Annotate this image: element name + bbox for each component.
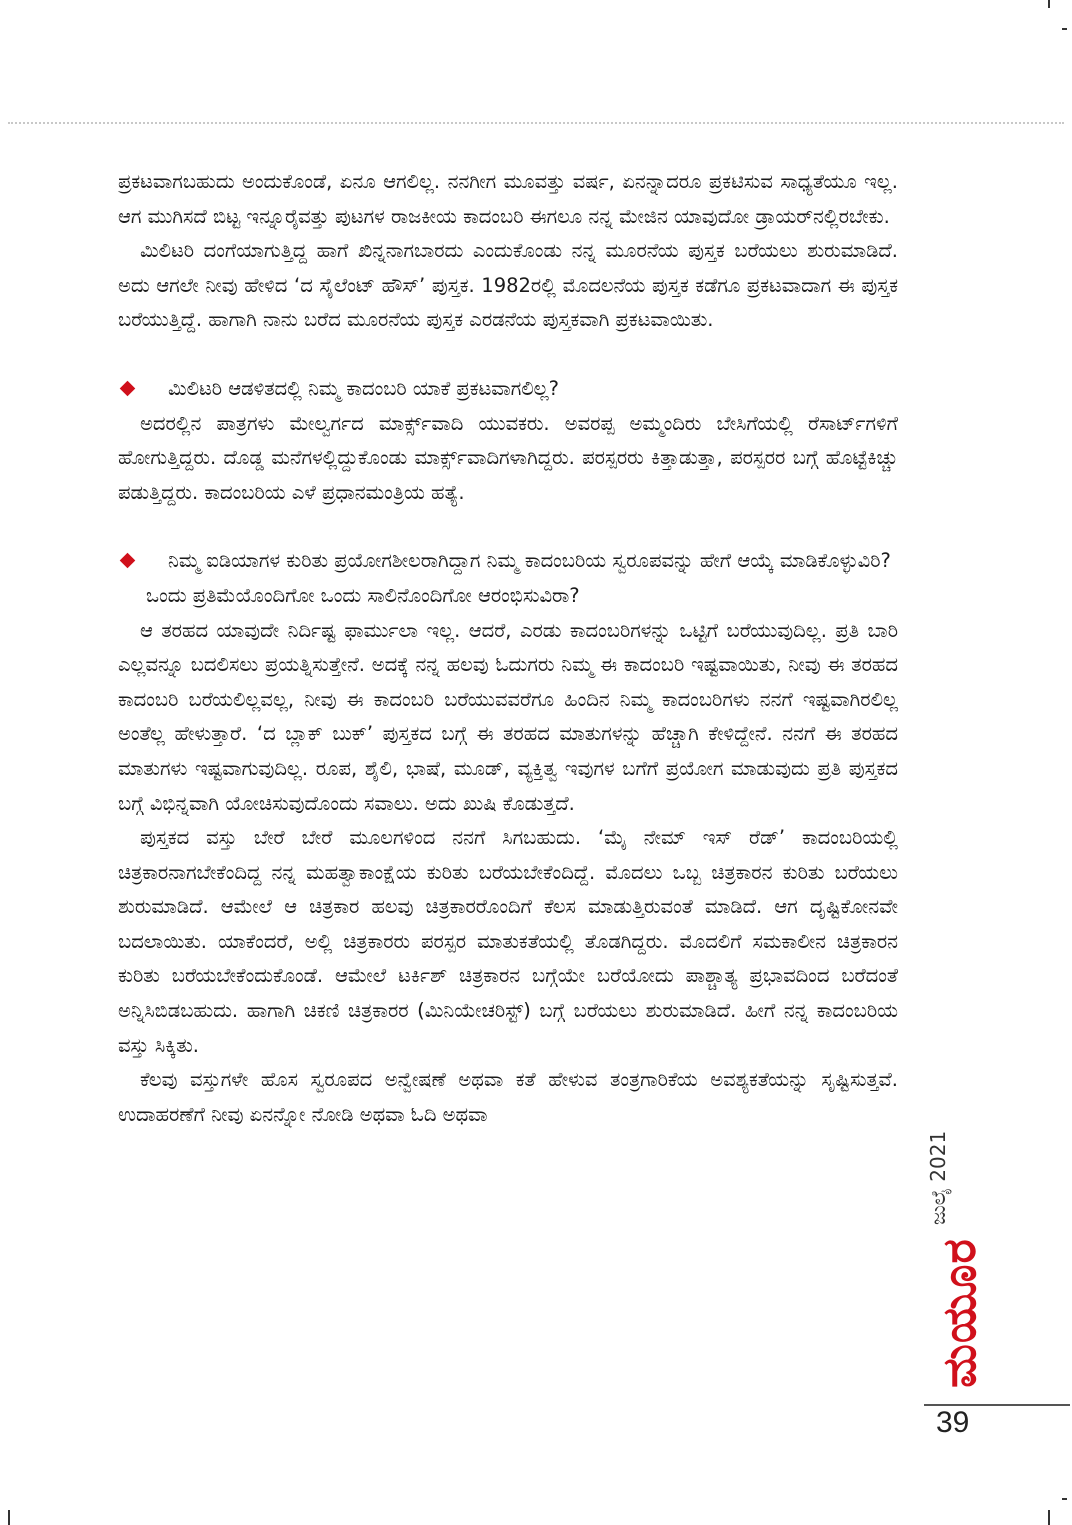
magazine-name: ಮಯೂರ — [932, 1238, 987, 1388]
page-number: 39 — [936, 1406, 970, 1439]
issue-date: ಜುಲೈ 2021 — [926, 1130, 950, 1225]
answer-paragraph: ಅದರಲ್ಲಿನ ಪಾತ್ರಗಳು ಮೇಲ್ವರ್ಗದ ಮಾರ್ಕ್ಸ್‌ವಾದಿ ಯುವಕರು. ಅವರಪ್ಪ ಅಮ್ಮಂದಿರು ಬೇಸಿಗೆಯಲ್ಲಿ ರೆಸಾರ್ಟ್‌ಗಳಿಗೆ ಹೋಗುತ್ತಿದ್ದರು. ದೊಡ್ಡ ಮನೆಗಳಲ್ಲಿದ್ದುಕೊಂಡು ಮಾರ್ಕ್ಸ್‌ವಾದಿಗಳಾಗಿದ್ದರು. ಪರಸ್ಪರರು ಕಿತ್ತಾಡುತ್ತಾ, ಪರಸ್ಪರರ ಬಗ್ಗೆ ಹೊಟ್ಟೆಕಿಚ್ಚು ಪಡುತ್ತಿದ್ದರು. ಕಾದಂಬರಿಯ ಎಳೆ ಪ್ರಧಾನಮಂತ್ರಿಯ ಹತ್ಯೆ. — [118, 411, 898, 504]
question-text: ಮಿಲಿಟರಿ ಆಡಳಿತದಲ್ಲಿ ನಿಮ್ಮ ಕಾದಂಬರಿ ಯಾಕೆ ಪ್ರಕಟವಾಗಲಿಲ್ಲ? — [168, 376, 559, 400]
answer-paragraph: ಆ ತರಹದ ಯಾವುದೇ ನಿರ್ದಿಷ್ಟ ಫಾರ್ಮುಲಾ ಇಲ್ಲ. ಆದರೆ, ಎರಡು ಕಾದಂಬರಿಗಳನ್ನು ಒಟ್ಟಿಗೆ ಬರೆಯುವುದಿಲ್ಲ. ಪ್ರತಿ ಬಾರಿ ಎಲ್ಲವನ್ನೂ ಬದಲಿಸಲು ಪ್ರಯತ್ನಿಸುತ್ತೇನೆ. ಅದಕ್ಕೆ ನನ್ನ ಹಲವು ಓದುಗರು ನಿಮ್ಮ ಈ ಕಾದಂಬರಿ ಇಷ್ಟವಾಯಿತು, ನೀವು ಈ ತರಹದ ಕಾದಂಬರಿ ಬರೆಯಲಿಲ್ಲವಲ್ಲ, ನೀವು ಈ ಕಾದಂಬರಿ ಬರೆಯುವವರೆಗೂ ಹಿಂದಿನ ನಿಮ್ಮ ಕಾದಂಬರಿಗಳು ನನಗೆ ಇಷ್ಟವಾಗಿರಲಿಲ್ಲ ಅಂತೆಲ್ಲ ಹೇಳುತ್ತಾರೆ. ‘ದ ಬ್ಲಾಕ್ ಬುಕ್’ ಪುಸ್ತಕದ ಬಗ್ಗೆ ಈ ತರಹದ ಮಾತುಗಳನ್ನು ಹೆಚ್ಚಾಗಿ ಕೇಳಿದ್ದೇನೆ. ನನಗೆ ಈ ತರಹದ ಮಾತುಗಳು ಇಷ್ಟವಾಗುವುದಿಲ್ಲ. ರೂಪ, ಶೈಲಿ, ಭಾಷೆ, ಮೂಡ್, ವ್ಯಕ್ತಿತ್ವ ಇವುಗಳ ಬಗೆಗೆ ಪ್ರಯೋಗ ಮಾಡುವುದು ಪ್ರತಿ ಪುಸ್ತಕದ ಬಗ್ಗೆ ವಿಭಿನ್ನವಾಗಿ ಯೋಚಿಸುವುದೊಂದು ಸವಾಲು. ಅದು ಖುಷಿ ಕೊಡುತ್ತದೆ. — [118, 618, 898, 815]
paragraph: ಮಿಲಿಟರಿ ದಂಗೆಯಾಗುತ್ತಿದ್ದ ಹಾಗೆ ಖಿನ್ನನಾಗಬಾರದು ಎಂದುಕೊಂಡು ನನ್ನ ಮೂರನೆಯ ಪುಸ್ತಕ ಬರೆಯಲು ಶುರುಮಾಡಿದೆ. ಅದು ಆಗಲೇ ನೀವು ಹೇಳಿದ ‘ದ ಸೈಲೆಂಟ್ ಹೌಸ್’ ಪುಸ್ತಕ. 1982ರಲ್ಲಿ ಮೊದಲನೆಯ ಪುಸ್ತಕ ಕಡೆಗೂ ಪ್ರಕಟವಾದಾಗ ಈ ಪುಸ್ತಕ ಬರೆಯುತ್ತಿದ್ದೆ. ಹಾಗಾಗಿ ನಾನು ಬರೆದ ಮೂರನೆಯ ಪುಸ್ತಕ ಎರಡನೆಯ ಪುಸ್ತಕವಾಗಿ ಪ್ರಕಟವಾಯಿತು. — [118, 239, 898, 332]
header-dotted-rule — [8, 122, 1064, 124]
diamond-bullet-icon — [120, 381, 136, 397]
answer-paragraph: ಕೆಲವು ವಸ್ತುಗಳೇ ಹೊಸ ಸ್ವರೂಪದ ಅನ್ವೇಷಣೆ ಅಥವಾ ಕತೆ ಹೇಳುವ ತಂತ್ರಗಾರಿಕೆಯ ಅವಶ್ಯಕತೆಯನ್ನು ಸೃಷ್ಟಿಸುತ್ತವೆ. ಉದಾಹರಣೆಗೆ ನೀವು ಏನನ್ನೋ ನೋಡಿ ಅಥವಾ ಓದಿ ಅಥವಾ — [118, 1068, 898, 1126]
crop-mark-top-right-2 — [1062, 28, 1067, 30]
question — [118, 544, 898, 613]
magazine-logo — [930, 1228, 990, 1398]
crop-mark-bottom-right — [1048, 1510, 1050, 1525]
article-body — [118, 165, 898, 1132]
crop-mark-bottom-right-2 — [1062, 1498, 1067, 1500]
crop-mark-top-right — [1048, 0, 1050, 8]
diamond-bullet-icon — [120, 553, 136, 569]
crop-mark-bottom-left — [8, 1510, 10, 1525]
question-text: ನಿಮ್ಮ ಐಡಿಯಾಗಳ ಕುರಿತು ಪ್ರಯೋಗಶೀಲರಾಗಿದ್ದಾಗ ನಿಮ್ಮ ಕಾದಂಬರಿಯ ಸ್ವರೂಪವನ್ನು ಹೇಗೆ ಆಯ್ಕೆ ಮಾಡಿಕೊಳ್ಳುವಿರಿ? ಒಂದು ಪ್ರತಿಮೆಯೊಂದಿಗೋ ಒಂದು ಸಾಲಿನೊಂದಿಗೋ ಆರಂಭಿಸುವಿರಾ? — [146, 549, 891, 607]
paragraph: ಪ್ರಕಟವಾಗಬಹುದು ಅಂದುಕೊಂಡೆ, ಏನೂ ಆಗಲಿಲ್ಲ. ನನಗೀಗ ಮೂವತ್ತು ವರ್ಷ, ಏನನ್ನಾದರೂ ಪ್ರಕಟಿಸುವ ಸಾಧ್ಯತೆಯೂ ಇಲ್ಲ. ಆಗ ಮುಗಿಸದೆ ಬಿಟ್ಟ ಇನ್ನೂರೈವತ್ತು ಪುಟಗಳ ರಾಜಕೀಯ ಕಾದಂಬರಿ ಈಗಲೂ ನನ್ನ ಮೇಜಿನ ಯಾವುದೋ ಡ್ರಾಯರ್‌ನಲ್ಲಿರಬೇಕು. — [118, 170, 898, 228]
answer-paragraph: ಪುಸ್ತಕದ ವಸ್ತು ಬೇರೆ ಬೇರೆ ಮೂಲಗಳಿಂದ ನನಗೆ ಸಿಗಬಹುದು. ‘ಮೈ ನೇಮ್ ಇಸ್ ರೆಡ್’ ಕಾದಂಬರಿಯಲ್ಲಿ ಚಿತ್ರಕಾರನಾಗಬೇಕೆಂದಿದ್ದ ನನ್ನ ಮಹತ್ವಾಕಾಂಕ್ಷೆಯ ಕುರಿತು ಬರೆಯಬೇಕೆಂದಿದ್ದೆ. ಮೊದಲು ಒಬ್ಬ ಚಿತ್ರಕಾರನ ಕುರಿತು ಬರೆಯಲು ಶುರುಮಾಡಿದೆ. ಆಮೇಲೆ ಆ ಚಿತ್ರಕಾರ ಹಲವು ಚಿತ್ರಕಾರರೊಂದಿಗೆ ಕೆಲಸ ಮಾಡುತ್ತಿರುವಂತೆ ಮಾಡಿದೆ. ಆಗ ದೃಷ್ಟಿಕೋನವೇ ಬದಲಾಯಿತು. ಯಾಕೆಂದರೆ, ಅಲ್ಲಿ ಚಿತ್ರಕಾರರು ಪರಸ್ಪರ ಮಾತುಕತೆಯಲ್ಲಿ ತೊಡಗಿದ್ದರು. ಮೊದಲಿಗೆ ಸಮಕಾಲೀನ ಚಿತ್ರಕಾರನ ಕುರಿತು ಬರೆಯಬೇಕೆಂದುಕೊಂಡೆ. ಆಮೇಲೆ ಟರ್ಕಿಶ್ ಚಿತ್ರಕಾರನ ಬಗ್ಗೆಯೇ ಬರೆಯೋದು ಪಾಶ್ಚಾತ್ಯ ಪ್ರಭಾವದಿಂದ ಬರೆದಂತೆ ಅನ್ನಿಸಿಬಿಡಬಹುದು. ಹಾಗಾಗಿ ಚಿಕಣಿ ಚಿತ್ರಕಾರರ (ಮಿನಿಯೇಚರಿಸ್ಟ್) ಬಗ್ಗೆ ಬರೆಯಲು ಶುರುಮಾಡಿದೆ. ಹೀಗೆ ನನ್ನ ಕಾದಂಬರಿಯ ವಸ್ತು ಸಿಕ್ಕಿತು. — [118, 826, 898, 1057]
question — [118, 372, 898, 407]
